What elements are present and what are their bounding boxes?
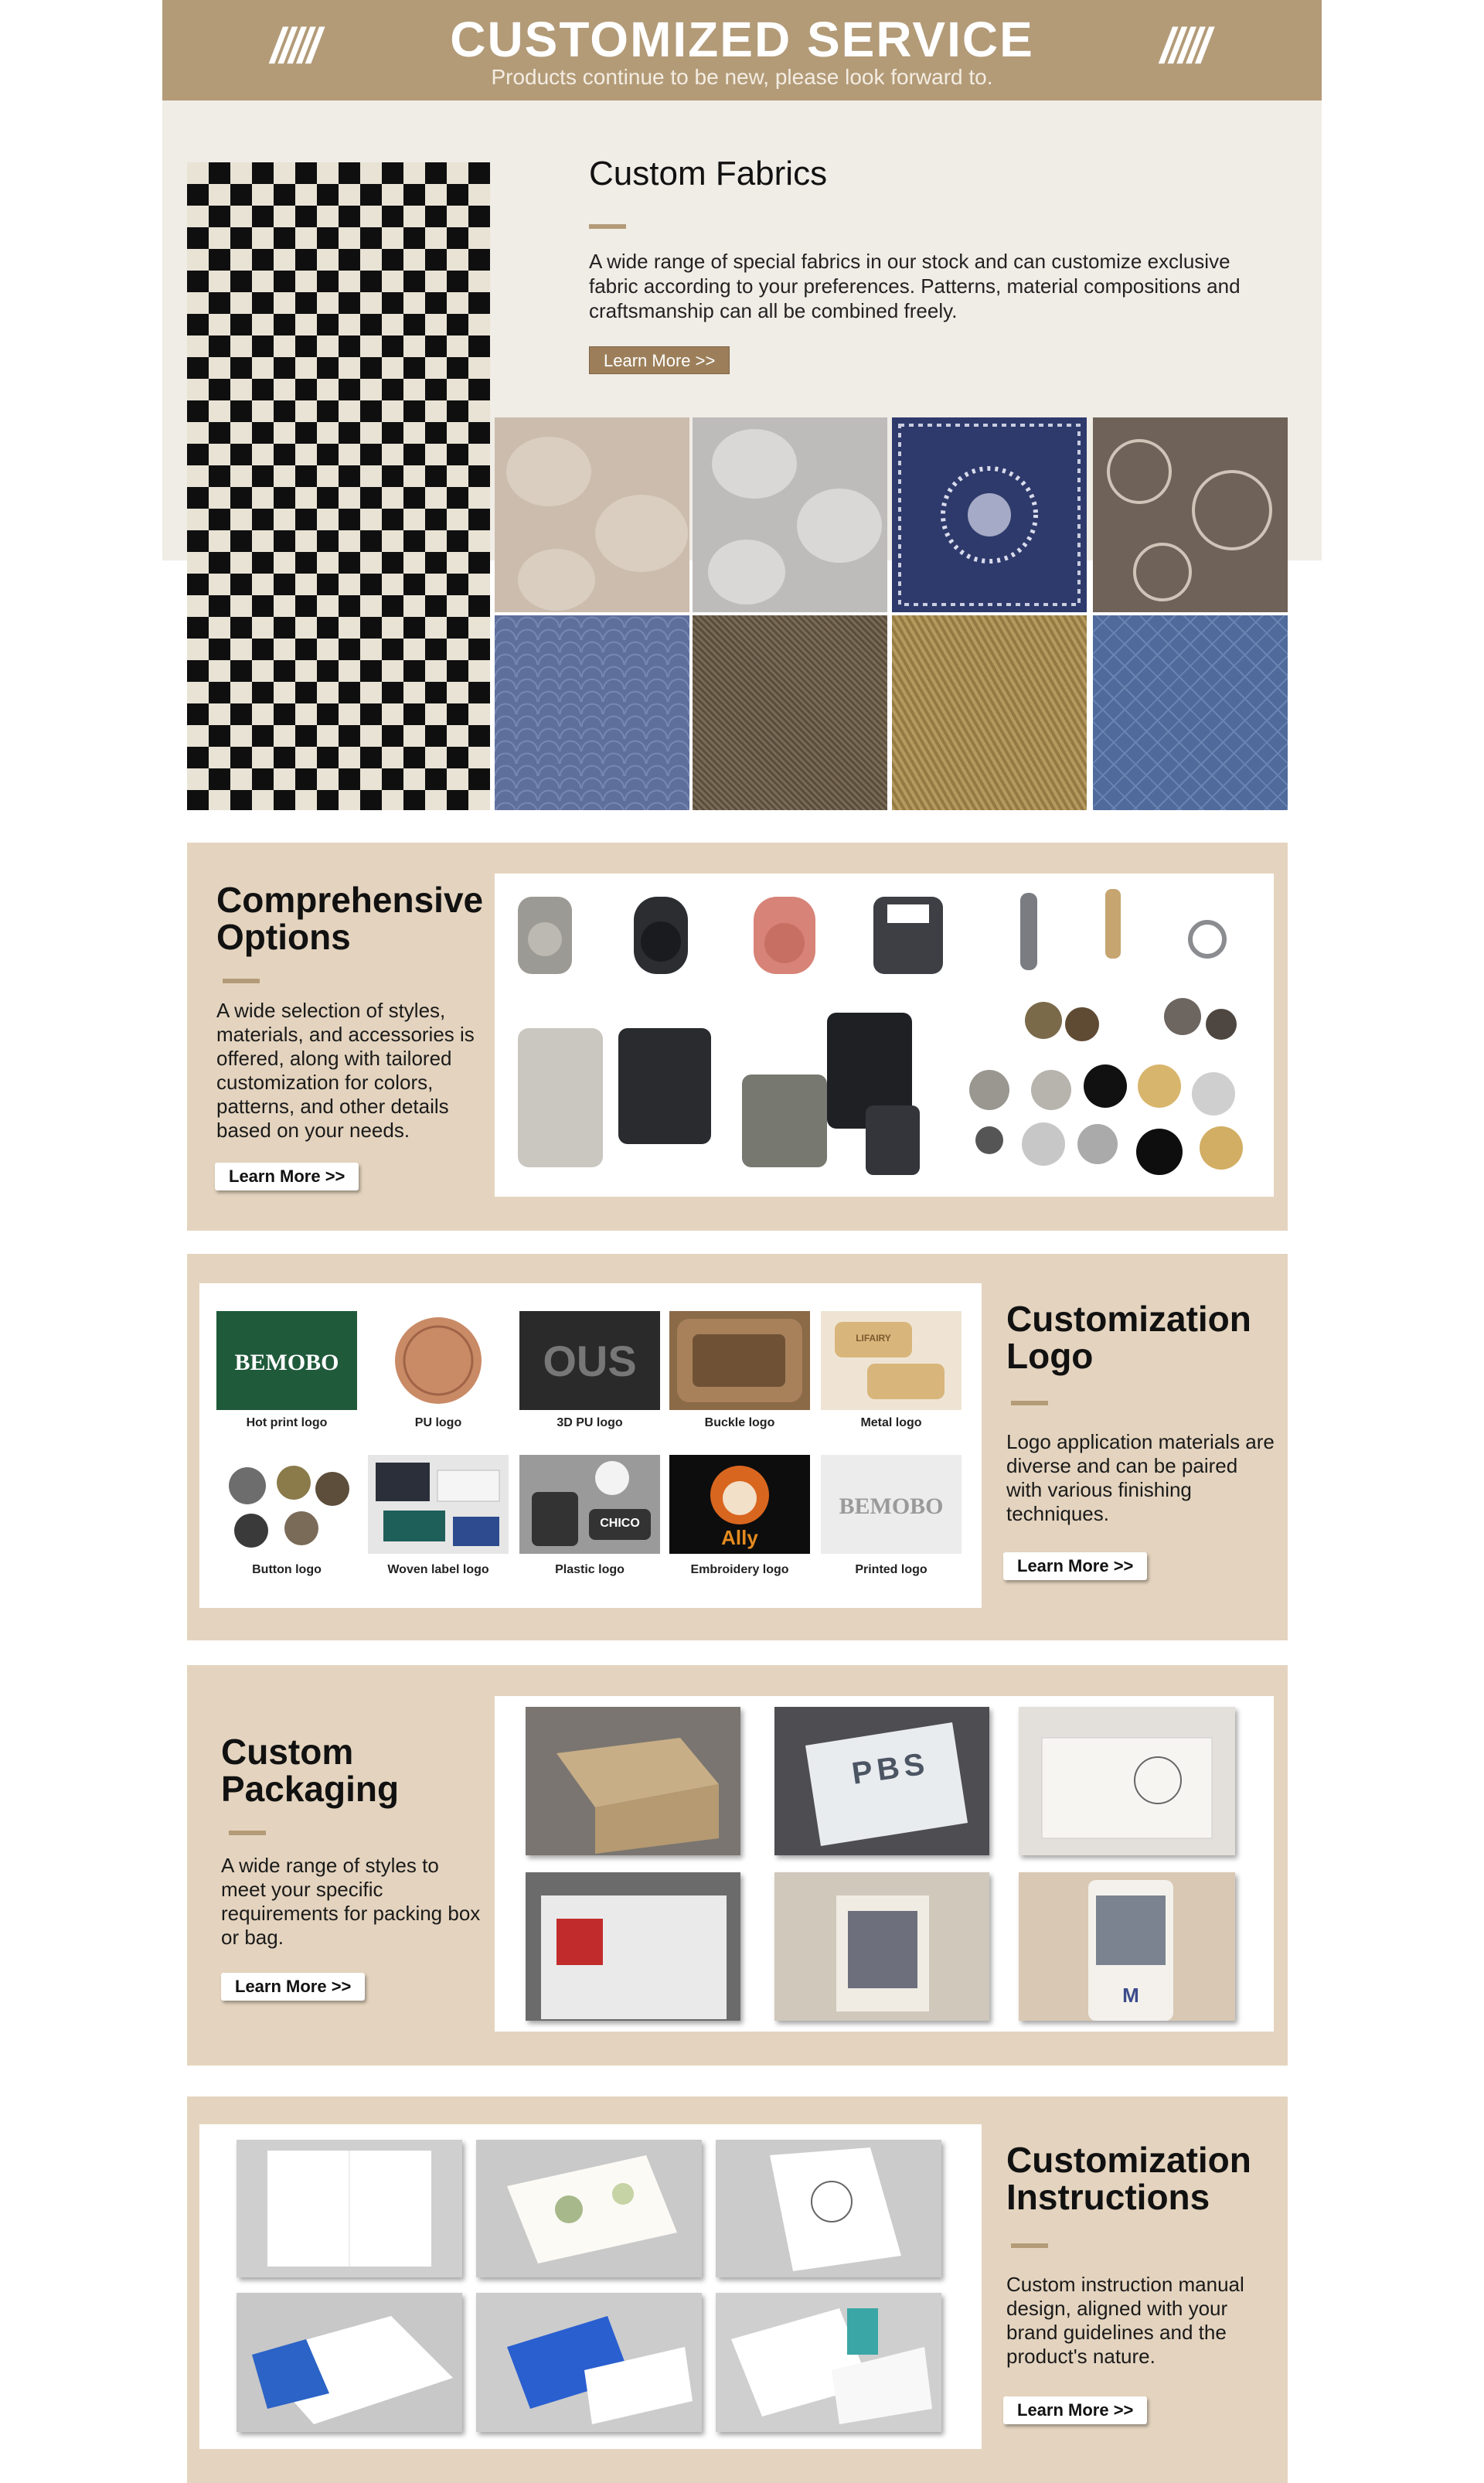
logo-caption: Plastic logo	[555, 1563, 625, 1576]
instructions-title	[1006, 2141, 1251, 2216]
logo-caption: Woven label logo	[387, 1563, 489, 1576]
buckle-olive	[742, 1075, 827, 1167]
logo-title	[1006, 1300, 1251, 1374]
floral-card-art	[476, 2140, 702, 2277]
instruction-photo-fit-checklist	[237, 2140, 462, 2277]
instructions-accent-bar	[1011, 2243, 1048, 2248]
decorative-slashes-right: /////	[1160, 18, 1206, 73]
button-silver	[969, 1070, 1009, 1110]
logo-caption: Button logo	[252, 1563, 322, 1576]
options-learn-more-button[interactable]: Learn More >>	[215, 1163, 359, 1190]
key-ring	[1190, 922, 1224, 956]
packaging-title	[221, 1733, 399, 1807]
packaging-accent-bar	[229, 1831, 266, 1835]
button-black	[1084, 1064, 1127, 1108]
svg-text:M: M	[1122, 1984, 1139, 2007]
options-description: A wide selection of styles, materials, and accessories is offered, along with tailored customization for colors, patterns, and other details based on your needs.	[216, 999, 475, 1142]
grey-box-art	[526, 1872, 740, 2021]
logo-tile-pu	[368, 1311, 509, 1410]
logo-title-line1: Customization	[1006, 1299, 1251, 1339]
packaging-description: A wide range of styles to meet your specific requirements for packing box or bag.	[221, 1854, 481, 1949]
packaging-learn-more-button[interactable]: Learn More >>	[221, 1973, 365, 2001]
logo-caption: Printed logo	[855, 1563, 928, 1576]
logo-caption: Hot print logo	[246, 1416, 328, 1429]
packaging-photo-pbs-box	[774, 1707, 989, 1855]
buckle-white	[518, 1028, 603, 1167]
fabrics-title: Custom Fabrics	[589, 155, 828, 192]
leaflet-art	[716, 2140, 941, 2277]
logo-accent-bar	[1011, 1401, 1048, 1405]
buckle-black-small	[866, 1105, 920, 1175]
fabric-swatch-chevron-gold	[892, 615, 1087, 810]
metal-plate-art	[821, 1311, 962, 1410]
logo-learn-more-button[interactable]: Learn More >>	[1003, 1552, 1147, 1580]
fabric-swatch-paisley-brown	[1093, 417, 1288, 612]
tube-package-art	[1019, 1872, 1235, 2021]
page-title: CUSTOMIZED SERVICE	[450, 12, 1034, 67]
logo-caption: Buckle logo	[704, 1416, 775, 1429]
leaflet-teal-art	[716, 2293, 941, 2432]
kraft-box-art	[526, 1707, 740, 1855]
instruction-photo-trifold-blue	[237, 2293, 462, 2432]
packaging-photo-white-box	[1019, 1707, 1235, 1855]
embroidery-logo-art: Ally	[721, 1526, 758, 1549]
paisley-pattern	[1093, 417, 1288, 612]
fabrics-learn-more-button[interactable]: Learn More >>	[589, 346, 730, 374]
fabric-swatch-paisley-navy	[892, 417, 1087, 612]
logo-caption: Metal logo	[860, 1416, 922, 1429]
monstera-leaf-pattern	[495, 417, 689, 612]
instructions-title-line2: Instructions	[1006, 2177, 1210, 2217]
fabric-swatch-wave-blue	[495, 615, 689, 810]
woven-labels-art	[368, 1455, 509, 1554]
metal-logo-art: LIFAIRY	[856, 1333, 891, 1344]
houndstooth-fabric-image	[187, 162, 490, 810]
logo-tile-plastic	[519, 1455, 660, 1554]
fabrics-description: A wide range of special fabrics in our stock and can customize exclusive fabric according to your preferences. Patterns, material compositions and craftsmanship can all be combined freely.	[589, 250, 1241, 322]
rivet-bronze	[1025, 1002, 1062, 1039]
fabrics-accent-bar	[589, 224, 626, 229]
monstera-leaf-pattern	[693, 417, 887, 612]
logo-tile-3d-pu	[519, 1311, 660, 1410]
header-banner	[162, 0, 1322, 100]
fabric-swatch-quilted-blue	[1093, 615, 1288, 810]
logo-tile-printed	[821, 1455, 962, 1554]
logo-caption: PU logo	[414, 1416, 462, 1429]
rubber-patches-art	[519, 1455, 660, 1554]
logo-tile-metal	[821, 1311, 962, 1410]
metal-buttons-art	[216, 1455, 357, 1554]
packaging-photo-grey-box	[526, 1872, 740, 2021]
logo-tile-hot-print	[216, 1311, 357, 1410]
trifold-blue-art	[237, 2293, 462, 2432]
logo-tile-embroidery	[669, 1455, 810, 1554]
instructions-learn-more-button[interactable]: Learn More >>	[1003, 2396, 1147, 2424]
instruction-photo-floral	[476, 2140, 702, 2277]
packaging-photo-carrier-bag	[774, 1872, 989, 2021]
page-subtitle: Products continue to be new, please look forward to.	[491, 65, 993, 89]
buckle-black-1	[618, 1028, 711, 1144]
instructions-title-line1: Customization	[1006, 2140, 1251, 2180]
packaging-photo-tube	[1019, 1872, 1235, 2021]
pu-leather-patch	[368, 1311, 509, 1410]
packaging-title-line2: Packaging	[221, 1769, 400, 1809]
3d-pu-logo-art: OUS	[543, 1337, 637, 1385]
accessories-illustration	[495, 874, 1274, 1197]
options-title-line2: Options	[216, 917, 351, 957]
bandana-pattern	[892, 417, 1087, 612]
packaging-photo-kraft-box	[526, 1707, 740, 1855]
fabric-swatch-herringbone-brown	[693, 615, 887, 810]
logo-caption: Embroidery logo	[690, 1563, 789, 1576]
logo-tile-button	[216, 1455, 357, 1554]
white-box-art	[1019, 1707, 1235, 1855]
fabric-swatch-monstera-grey	[693, 417, 887, 612]
zipper-pull-silver	[1020, 893, 1037, 970]
packaging-title-line1: Custom	[221, 1732, 354, 1772]
booklet-art	[237, 2140, 462, 2277]
instructions-description: Custom instruction manual design, aligned with your brand guidelines and the product's nature.	[1006, 2273, 1244, 2368]
logo-description: Logo application materials are diverse and can be paired with various finishing techniques.	[1006, 1430, 1275, 1525]
pbs-box-label: PBS	[849, 1746, 931, 1791]
accessories-image	[495, 874, 1274, 1197]
hot-print-logo-art: BEMOBO	[234, 1350, 339, 1375]
logo-tile-buckle	[669, 1311, 810, 1410]
printed-logo-art: BEMOBO	[839, 1494, 944, 1519]
buckle-logo-art	[669, 1311, 810, 1410]
logo-tile-woven-label	[368, 1455, 509, 1554]
instruction-photo-leaflet-blue	[476, 2293, 702, 2432]
options-title	[216, 881, 483, 955]
leaflet-blue-art	[476, 2293, 702, 2432]
options-accent-bar	[223, 979, 260, 983]
options-title-line1: Comprehensive	[216, 880, 484, 920]
zipper-pull-gold	[1105, 889, 1121, 959]
plastic-logo-art: CHICO	[600, 1517, 640, 1530]
logo-title-line2: Logo	[1006, 1336, 1094, 1376]
instruction-photo-leaflet-teal	[716, 2293, 941, 2432]
instruction-photo-correct-positioning	[716, 2140, 941, 2277]
logo-caption: 3D PU logo	[556, 1416, 623, 1429]
decorative-slashes-left: /////	[271, 18, 316, 73]
carrier-bag-art	[774, 1872, 989, 2021]
button-gold	[1138, 1064, 1181, 1108]
fabric-swatch-monstera-beige	[495, 417, 689, 612]
